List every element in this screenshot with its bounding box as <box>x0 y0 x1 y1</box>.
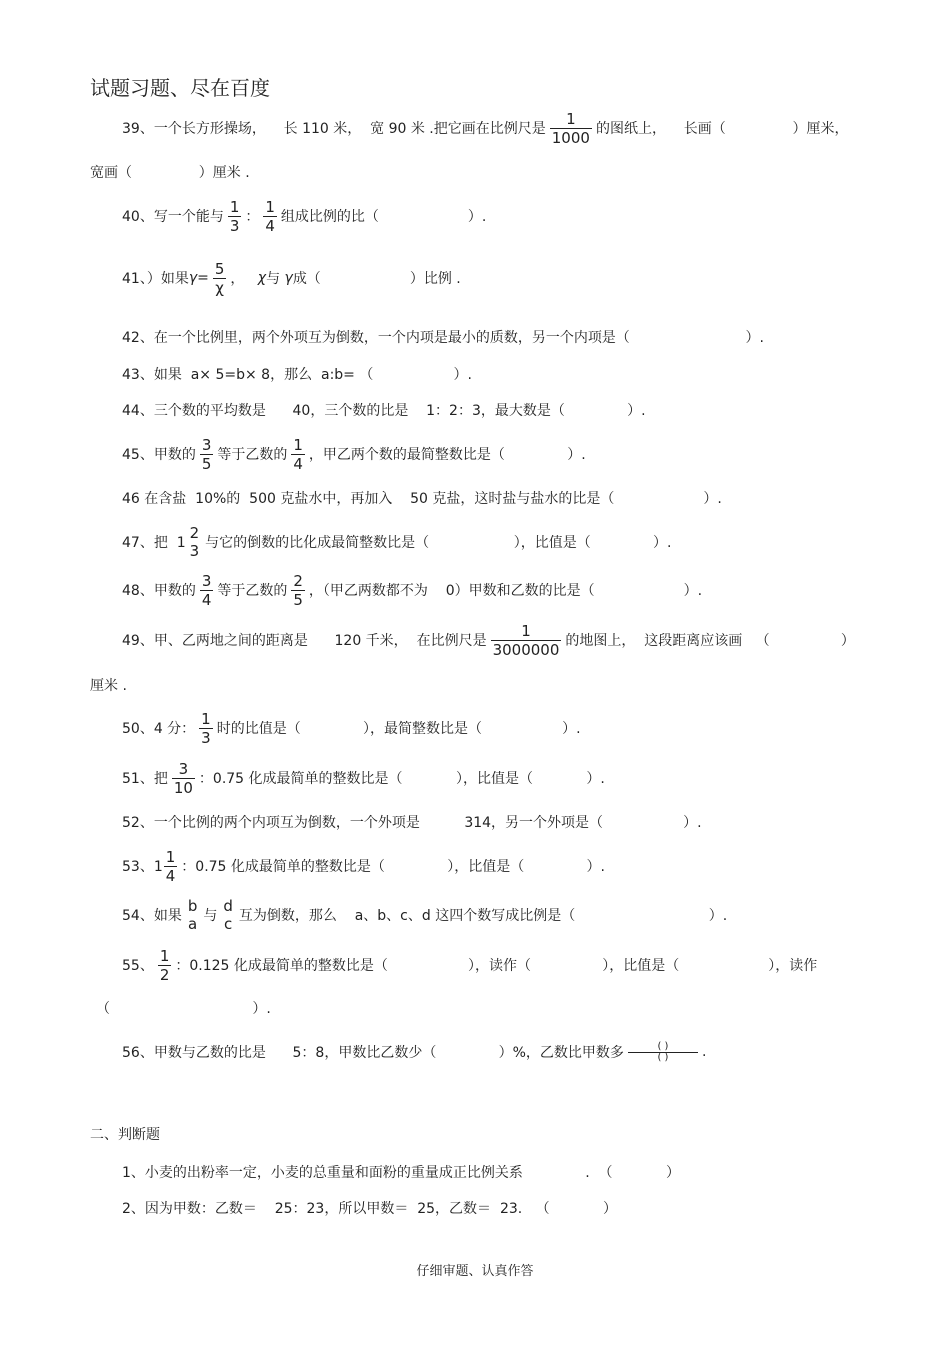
q41-fraction <box>213 260 227 297</box>
q41-text-c: 与 <box>266 271 285 287</box>
q40-f2-den: 4 <box>265 216 275 235</box>
q50-text-a: 50、4 分： <box>122 721 196 737</box>
q49-fraction <box>491 622 562 659</box>
question-39-cont <box>90 150 250 194</box>
q41-frac-den: χ <box>215 278 224 297</box>
q54-f2-den: c <box>224 915 233 933</box>
page-footer: 仔细审题、认真作答 <box>416 1264 534 1279</box>
q45-text-b: 等于乙数的 <box>217 447 288 463</box>
q41-equals: = <box>197 270 209 286</box>
q54-text-a: 54、如果 <box>122 908 182 924</box>
q47-text-b: 与它的倒数的比化成最简整数比是（ ），比值是（ ）. <box>205 535 672 551</box>
q50-text-b: 时的比值是（ ），最简整数比是（ ）. <box>216 721 581 737</box>
q46-text: 46 在含盐 10%的 500 克盐水中，再加入 50 克盐，这时盐与盐水的比是（ ）. <box>122 491 722 507</box>
q44-text: 44、三个数的平均数是 40，三个数的比是 1：2：3，最大数是（ ）. <box>122 403 646 419</box>
q56-blank-num: ( ) <box>657 1040 669 1052</box>
question-40 <box>122 194 486 238</box>
q45-fraction-2 <box>291 436 305 473</box>
q41-text-a: 41、）如果 <box>122 271 189 287</box>
question-55-cont <box>96 986 271 1030</box>
question-51 <box>122 756 605 800</box>
q54-text-b: 与 <box>203 908 218 924</box>
q53-fraction <box>164 848 178 885</box>
q40-f1-num: 1 <box>229 197 240 216</box>
q41-text-b: ， <box>230 271 258 287</box>
q41-gamma-2: γ <box>284 270 293 286</box>
q49-frac-den: 3000000 <box>492 640 560 659</box>
q52-text: 52、一个比例的两个内项互为倒数，一个外项是 314，另一个外项是（ ）. <box>122 815 702 831</box>
q48-f2-den: 5 <box>293 590 303 609</box>
question-56 <box>122 1030 706 1074</box>
question-49-cont <box>90 663 127 707</box>
judgement-item-2-text: 2、因为甲数：乙数＝ 25：23，所以甲数＝ 25，乙数＝ 23. （ ） <box>122 1201 617 1217</box>
q56-blank-den: ( ) <box>628 1052 698 1063</box>
q39-frac-num: 1 <box>566 109 576 128</box>
q56-text-b: . <box>701 1044 707 1060</box>
q50-frac-den: 3 <box>201 728 211 747</box>
q47-text-a: 47、把 1 <box>122 535 186 551</box>
q40-fraction-2 <box>263 198 277 235</box>
q48-text-a: 48、甲数的 <box>122 583 196 599</box>
q39-fraction <box>550 110 592 147</box>
question-50 <box>122 706 581 750</box>
question-52 <box>122 800 702 844</box>
q42-text: 42、在一个比例里，两个外项互为倒数，一个内项是最小的质数，另一个内项是（ ）. <box>122 330 764 346</box>
question-44 <box>122 388 646 432</box>
q41-frac-num: 5 <box>214 259 225 278</box>
q55-text-c: （ ）. <box>96 1001 271 1017</box>
q49-text-c: 厘米 . <box>90 678 127 694</box>
q51-fraction <box>172 760 195 797</box>
q45-text-a: 45、甲数的 <box>122 447 196 463</box>
question-54 <box>122 893 727 937</box>
q40-f1-den: 3 <box>229 216 240 235</box>
judgement-item-2 <box>122 1186 617 1230</box>
question-47 <box>122 520 671 564</box>
q45-f1-den: 5 <box>201 454 212 473</box>
q48-text-b: 等于乙数的 <box>217 583 288 599</box>
question-46 <box>122 476 722 520</box>
q40-f2-num: 1 <box>265 197 275 216</box>
q45-text-c: ，甲乙两个数的最简整数比是（ ）. <box>308 447 586 463</box>
q48-fraction-1 <box>200 572 214 609</box>
q51-frac-num: 3 <box>178 759 189 778</box>
q45-f2-den: 4 <box>293 454 303 473</box>
q43-text: 43、如果 a× 5=b× 8，那么 a:b= （ ）. <box>122 367 472 383</box>
q39-frac-den: 1000 <box>551 128 590 147</box>
q40-sep: ： <box>245 209 260 225</box>
judgement-item-1-text: 1、小麦的出粉率一定，小麦的总重量和面粉的重量成正比例关系 . （ ） <box>122 1165 680 1181</box>
q56-text-a: 56、甲数与乙数的比是 5：8，甲数比乙数少（ ）%，乙数比甲数多 <box>122 1045 624 1061</box>
q47-frac-den: 3 <box>189 542 200 560</box>
question-48 <box>122 568 702 612</box>
question-45 <box>122 432 586 476</box>
question-55 <box>122 943 817 987</box>
q49-text-b: 的地图上， 这段距离应该画 （ ） <box>565 633 855 649</box>
q48-f2-num: 2 <box>293 571 303 590</box>
q41-chi: χ <box>257 270 267 286</box>
q40-text-a: 40、写一个能与 <box>122 209 224 225</box>
question-41 <box>122 256 461 300</box>
q50-fraction <box>199 710 213 747</box>
q48-fraction-2 <box>291 572 305 609</box>
q45-f2-num: 1 <box>293 435 303 454</box>
q53-text-a: 53、1 <box>122 859 163 875</box>
q53-frac-den: 4 <box>165 866 176 885</box>
q40-fraction-1 <box>228 198 242 235</box>
q39-text-a: 39、一个长方形操场， 长 110 米， 宽 90 米 .把它画在比例尺是 <box>122 121 546 137</box>
q45-f1-num: 3 <box>201 435 212 454</box>
q56-blank-fraction <box>628 1042 698 1063</box>
question-39 <box>122 106 849 150</box>
q45-fraction-1 <box>200 436 214 473</box>
q55-fraction <box>158 947 172 984</box>
q55-frac-num: 1 <box>159 946 170 965</box>
q40-text-b: 组成比例的比（ ）. <box>280 209 487 225</box>
q54-fraction-1 <box>186 897 200 933</box>
section-judgement-title: 二、判断题 <box>90 1127 160 1143</box>
q41-text-d: 成（ ）比例 . <box>292 271 461 287</box>
q47-fraction <box>188 524 202 560</box>
question-49 <box>122 618 855 662</box>
q48-text-c: ，（甲乙两数都不为 0）甲数和乙数的比是（ ）. <box>308 583 703 599</box>
q51-text-a: 51、把 <box>122 771 168 787</box>
q50-frac-num: 1 <box>201 709 211 728</box>
q53-frac-num: 1 <box>165 847 176 866</box>
q53-text-b: ：0.75 化成最简单的整数比是（ ），比值是（ ）. <box>181 859 605 875</box>
q51-frac-den: 10 <box>173 778 193 797</box>
q55-text-b: ：0.125 化成最简单的整数比是（ ），读作（ ），比值是（ ），读作 <box>175 958 818 974</box>
q39-text-b: 的图纸上， 长画（ ）厘米， <box>595 121 849 137</box>
q54-text-c: 互为倒数，那么 a、b、c、d 这四个数写成比例是（ ）. <box>238 908 728 924</box>
page-title: 试题习题、尽在百度 <box>90 76 270 100</box>
q55-frac-den: 2 <box>159 965 170 984</box>
q48-f1-den: 4 <box>201 590 212 609</box>
q41-gamma-1: γ <box>188 270 198 286</box>
q39-text-c: 宽画（ ）厘米 . <box>90 165 250 181</box>
q54-fraction-2 <box>221 897 235 933</box>
q54-f1-num: b <box>187 897 198 915</box>
question-53 <box>122 844 605 888</box>
q48-f1-num: 3 <box>201 571 212 590</box>
q55-text-a: 55、 <box>122 958 154 974</box>
q49-frac-num: 1 <box>521 621 531 640</box>
q51-text-b: ：0.75 化成最简单的整数比是（ ），比值是（ ）. <box>198 771 605 787</box>
q54-f1-den: a <box>187 915 198 933</box>
q49-text-a: 49、甲、乙两地之间的距离是 120 千米， 在比例尺是 <box>122 633 487 649</box>
q47-frac-num: 2 <box>189 524 200 542</box>
q54-f2-num: d <box>223 897 233 915</box>
